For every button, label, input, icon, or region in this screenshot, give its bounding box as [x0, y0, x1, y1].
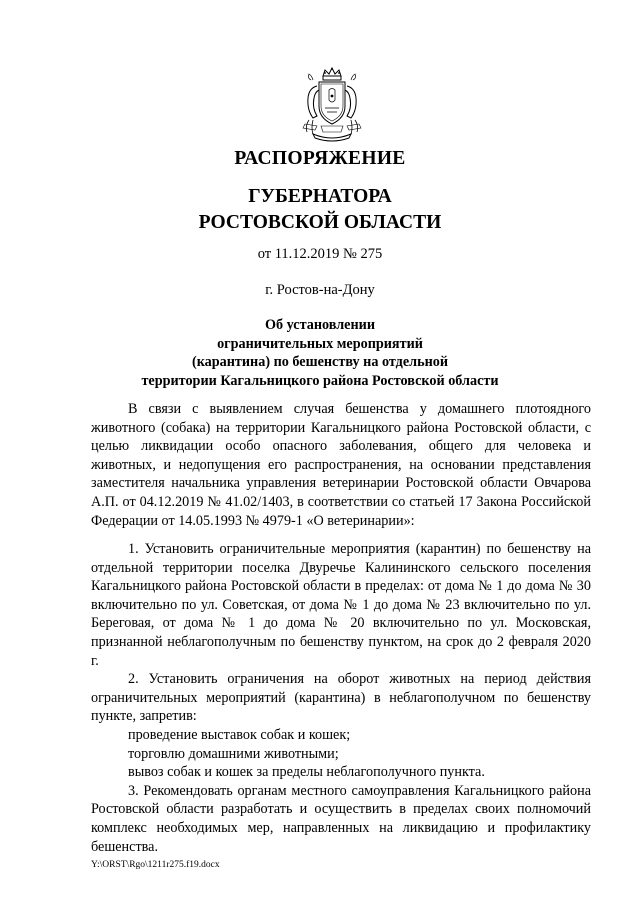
item-2-list-entry: вывоз собак и кошек за пределы неблагополучного пункта. — [128, 764, 485, 781]
subject-line: ограничительных мероприятий — [217, 335, 423, 352]
preamble-paragraph: В связи с выявлением случая бешенства у домашнего плотоядного животного (собака) на территории Кагальницкого района Ростовской области, с целью ликвидации особо опасного заболевания, общего для человека и животных, и недопущения его распространения, на основании представления заместителя начальника управления ветеринарии Ростовской области Овчарова А.П. от 04.12.2019 № 41.02/1403, в соответствии со статьей 17 Закона Российской Федерации от 14.05.1993 № 4979-1 «О ветеринарии»: — [91, 401, 591, 529]
subject-line: (карантина) по бешенству на отдельной — [191, 354, 449, 371]
issuer-line-2: РОСТОВСКОЙ ОБЛАСТИ — [198, 212, 442, 233]
item-2-paragraph: 2. Установить ограничения на оборот животных на период действия ограничительных мероприятий (карантина) в неблагополучном по бешенству пункте, запретив: — [91, 671, 591, 725]
city-line: г. Ростов-на-Дону — [265, 282, 375, 298]
document-subject — [0, 316, 640, 390]
issuer-line-1: ГУБЕРНАТОРА — [248, 186, 392, 207]
preamble-block — [91, 400, 591, 530]
item-1-paragraph: 1. Установить ограничительные мероприятия (карантин) по бешенству на отдельной территории поселка Двуречье Калининского сельского поселения Кагальницкого района Ростовской области в пределах: от дома № 1 до дома № 30 включительно по ул. Советская, от дома № 1 до дома № 23 включительно по ул. Береговая, от дома № 1 до дома № 20 включительно по ул. Московская, признанной неблагополучным по бешенству пунктом, на срок до 2 февраля 2020 г. — [91, 541, 591, 669]
item-2-list-entry: торговлю домашними животными; — [128, 745, 339, 762]
subject-line: территории Кагальницкого района Ростовской области — [141, 372, 499, 389]
item-2-list-entry: проведение выставок собак и кошек; — [128, 726, 351, 743]
document-type-heading: РАСПОРЯЖЕНИЕ — [234, 148, 406, 169]
subject-line: Об установлении — [264, 317, 376, 333]
file-path-footer: Y:\ORST\Rgo\1211r275.f19.docx — [91, 860, 220, 870]
issuer-heading — [0, 184, 640, 236]
orders-block — [91, 540, 591, 856]
item-3-paragraph: 3. Рекомендовать органам местного самоуправления Кагальницкого района Ростовской области разработать и осуществить в пределах своих полномочий комплекс необходимых мер, направленных на ликвидацию и профилактику бешенства. — [91, 782, 591, 855]
coat-of-arms-emblem — [299, 66, 365, 142]
date-number: от 11.12.2019 № 275 — [257, 246, 383, 262]
